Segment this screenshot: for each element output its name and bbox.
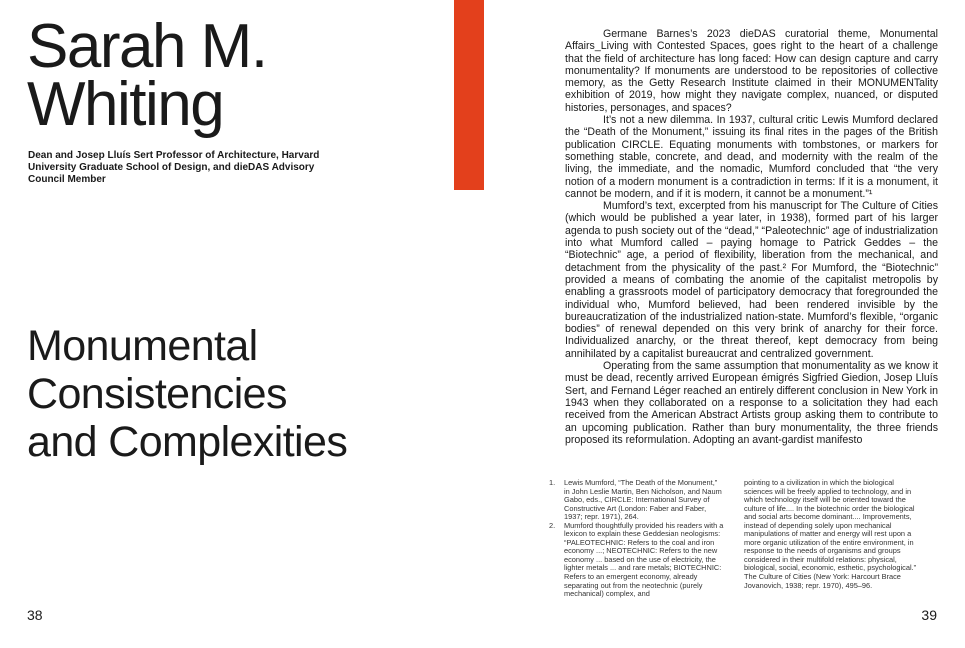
footnote-text: Lewis Mumford, “The Death of the Monument,” in John Leslie Martin, Ben Nicholson, and Naum Gabo, eds., CIRCLE: International Survey of Constructive Art (London: Faber and Faber, 1937; repr. 1971), 264.: [564, 478, 722, 522]
page-number-right: 39: [921, 607, 937, 623]
article-title-line: and Complexities: [27, 418, 348, 466]
footnote-column: [744, 479, 919, 590]
page-number-left: 38: [27, 607, 43, 623]
author-name-line: Whiting: [27, 70, 224, 139]
article-body: [565, 28, 938, 446]
body-paragraph: Germane Barnes’s 2023 dieDAS curatorial theme, Monumental Affairs_Living with Contested Spaces, goes right to the heart of a challenge that the field of architecture has long faced: How can design capture and carry monumentality? If monuments are understood to be repositories of collective memory, as the Getty Research Institute claimed in their MONUMENTality exhibition of 2019, how might they navigate complex, nuanced, or disputed histories, personages, and spaces?: [565, 28, 938, 114]
author-name-line: Sarah M.: [27, 12, 267, 81]
article-title-line: Monumental: [27, 322, 258, 370]
footnote-column: [549, 479, 724, 599]
red-accent-bar: [454, 0, 484, 190]
article-title-line: Consistencies: [27, 370, 287, 418]
footnote: [549, 522, 724, 599]
author-affiliation: Dean and Josep Lluís Sert Professor of Architecture, Harvard University Graduate School of Design, and dieDAS Advisory Council Member: [28, 150, 320, 186]
footnote-text: Mumford thoughtfully provided his readers with a lexicon to explain these Geddesian neologisms: “PALEOTECHNIC: Refers to the coal and iron economy ...; NEOTECHNIC: Refers to the new economy ... based on the use of electricity, the lighter metals ... and rare metals; BIOTECHNIC: Refers to an emergent economy, already separating out from the neotechnic (purely mechanical) complex, and: [564, 520, 724, 599]
footnote: [549, 479, 724, 522]
body-paragraph: Mumford’s text, excerpted from his manuscript for The Culture of Cities (which would be published a year later, in 1938), formed part of his larger agenda to push society out of the “dead,” “Paleotechnic” age of industrialization into what Mumford called – paying homage to Patrick Geddes – the “Biotechnic” age, a period of flexibility, liberation from the mechanical, and detachment from the physicality of the past.² For Mumford, the “Biotechnic” provided a means of combating the anomie of the capitalist metropolis by enabling a grassroots model of participatory democracy that foregrounded the individual who, Mumford believed, had been rendered invisible by the bureaucratization of the industrialized nation-state. Mumford’s flexible, “organic bodies” of renewal depended on this very brink of anarchy for their force. Individualized anarchy, or the threat thereof, kept democracy from being annihilated by a capitalist bureaucrat and centralized government.: [565, 200, 938, 360]
author-name: [27, 12, 447, 139]
body-paragraph: Operating from the same assumption that monumentality as we know it must be dead, recently arrived European émigrés Sigfried Giedion, Josep Lluís Sert, and Fernand Léger reached an entirely different conclusion in New York in 1943 when they collaborated on a response to a solicitation they had each received from the American Abstract Artists group asking them to contribute to an upcoming publication. Rather than bury monumentality, the three friends proposed its reformulation. Adopting an avant-gardist manifesto: [565, 360, 938, 446]
footnote-continuation: pointing to a civilization in which the biological sciences will be freely applied to technology, and in which technology itself will be oriented toward the culture of life.... In the biotechnic order the biological and social arts become dominant.... Improvements, instead of depending solely upon mechanical manipulations of matter and energy will rest upon a more organic utilization of the entire environment, in response to the needs of organisms and groups considered in their multifold relations: physical, biological, social, economic, esthetic, psychological.” The Culture of Cities (New York: Harcourt Brace Jovanovich, 1938; repr. 1970), 495–96.: [744, 478, 917, 590]
footnote-number: 2.: [549, 520, 556, 530]
footnote-number: 1.: [549, 478, 556, 487]
article-title: [27, 322, 447, 466]
body-paragraph: It’s not a new dilemma. In 1937, cultural critic Lewis Mumford declared the “Death of the Monument,” issuing its final rites in the pages of the British publication CIRCLE. Equating monuments with tombstones, or markers for something stable, concrete, and dead, and modernity with the realm of the living, the immediate, and the nomadic, Mumford concluded that “the very notion of a modern monument is a contradiction in terms: If it is a monument, it cannot be modern, and if it is modern, it cannot be a monument.”¹: [565, 114, 938, 200]
